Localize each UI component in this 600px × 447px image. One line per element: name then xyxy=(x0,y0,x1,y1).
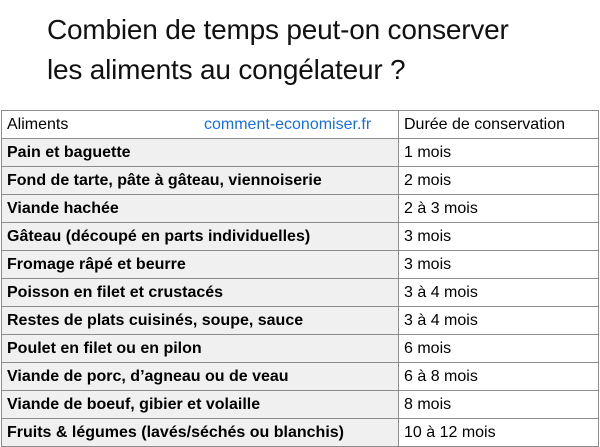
duration-cell: 2 à 3 mois xyxy=(399,195,599,223)
table-row xyxy=(2,279,599,307)
duration-cell: 8 mois xyxy=(399,391,599,419)
food-cell: Viande de boeuf, gibier et volaille xyxy=(2,391,399,419)
column-header-duration: Durée de conservation xyxy=(399,111,599,139)
duration-cell: 6 mois xyxy=(399,335,599,363)
food-cell: Fond de tarte, pâte à gâteau, viennoiserie xyxy=(2,167,399,195)
page-title-line-2: les aliments au congélateur ? xyxy=(47,54,406,85)
table-row xyxy=(2,195,599,223)
duration-cell: 10 à 12 mois xyxy=(399,419,599,447)
page-title xyxy=(47,10,587,90)
duration-cell: 1 mois xyxy=(399,139,599,167)
duration-cell: 3 à 4 mois xyxy=(399,279,599,307)
food-cell: Poisson en filet et crustacés xyxy=(2,279,399,307)
table-row xyxy=(2,167,599,195)
duration-cell: 2 mois xyxy=(399,167,599,195)
table-header-row xyxy=(2,111,599,139)
watermark-link: comment-economiser.fr xyxy=(204,116,372,133)
table-row xyxy=(2,223,599,251)
table-row xyxy=(2,251,599,279)
table-row xyxy=(2,307,599,335)
food-cell: Gâteau (découpé en parts individuelles) xyxy=(2,223,399,251)
food-cell: Fromage râpé et beurre xyxy=(2,251,399,279)
table-row xyxy=(2,363,599,391)
food-cell: Restes de plats cuisinés, soupe, sauce xyxy=(2,307,399,335)
table-row xyxy=(2,139,599,167)
column-header-food-label: Aliments xyxy=(7,116,69,133)
food-cell: Viande de porc, d’agneau ou de veau xyxy=(2,363,399,391)
freezer-storage-table xyxy=(1,110,599,447)
food-cell: Pain et baguette xyxy=(2,139,399,167)
page-title-line-1: Combien de temps peut-on conserver xyxy=(47,14,509,45)
duration-cell: 6 à 8 mois xyxy=(399,363,599,391)
table-row xyxy=(2,391,599,419)
food-cell: Poulet en filet ou en pilon xyxy=(2,335,399,363)
duration-cell: 3 à 4 mois xyxy=(399,307,599,335)
table-row xyxy=(2,335,599,363)
duration-cell: 3 mois xyxy=(399,251,599,279)
duration-cell: 3 mois xyxy=(399,223,599,251)
food-cell: Fruits & légumes (lavés/séchés ou blanchis) xyxy=(2,419,399,447)
table-row xyxy=(2,419,599,447)
column-header-food xyxy=(2,111,399,139)
food-cell: Viande hachée xyxy=(2,195,399,223)
